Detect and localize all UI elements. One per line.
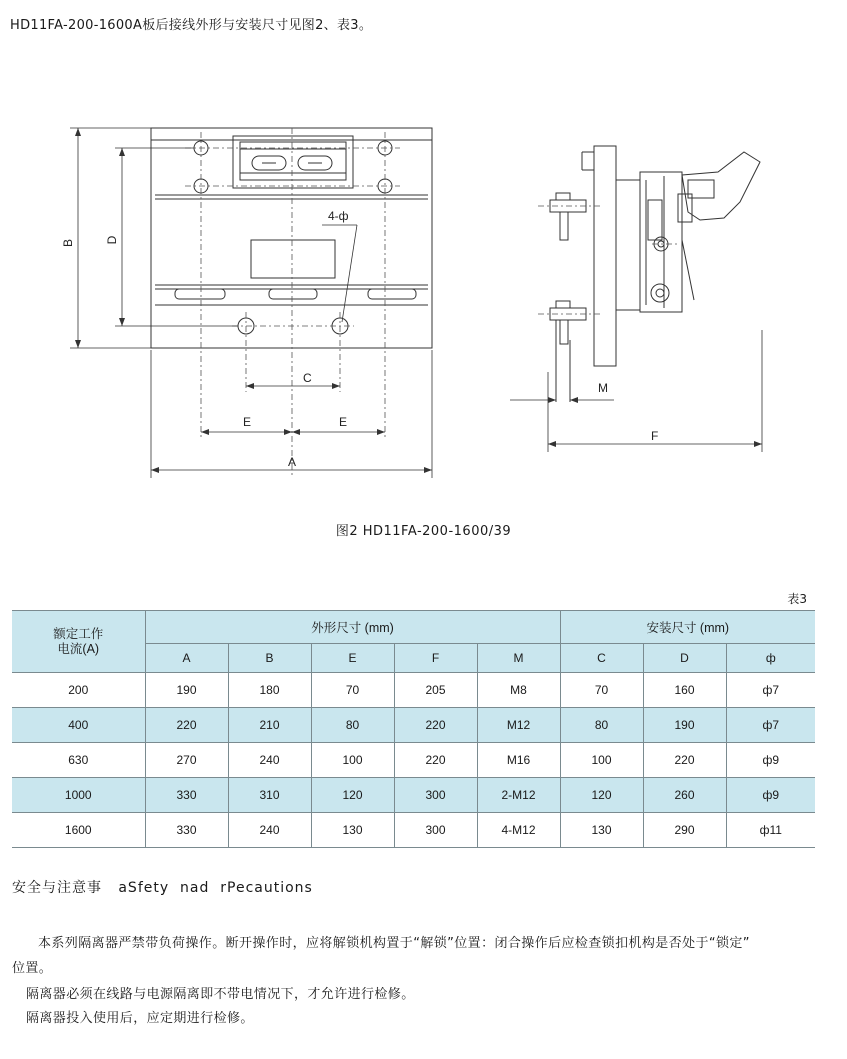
table-cell: 1000 (12, 778, 145, 813)
table-cell: ф9 (726, 778, 815, 813)
safety-paragraph-1: 本系列隔离器严禁带负荷操作。断开操作时，应将解锁机构置于“解锁”位置：闭合操作后应检查锁扣机构是否处于“锁定” (38, 936, 750, 951)
table-number: 表3 (787, 592, 807, 606)
col-header: B (228, 644, 311, 673)
front-outline (151, 128, 432, 348)
table-cell: 630 (12, 743, 145, 778)
table-cell: 270 (145, 743, 228, 778)
table-cell: 330 (145, 778, 228, 813)
safety-paragraph-3: 隔离器投入使用后，应定期进行检修。 (26, 1011, 254, 1026)
table-cell: 120 (311, 778, 394, 813)
table-cell: 130 (311, 813, 394, 848)
col-header: C (560, 644, 643, 673)
table-cell: 330 (145, 813, 228, 848)
table-cell: 220 (145, 708, 228, 743)
figure-2-drawing (0, 0, 847, 510)
dim-label-e-right: E (339, 415, 348, 429)
col-header: E (311, 644, 394, 673)
header-rated-current: 额定工作 电流(A) (12, 611, 145, 673)
table-cell: 220 (643, 743, 726, 778)
table-cell: M12 (477, 708, 560, 743)
dim-label-d: D (105, 235, 119, 245)
dim-label-c: C (303, 371, 312, 385)
table-cell: 70 (311, 673, 394, 708)
table-cell: 300 (394, 778, 477, 813)
table-cell: 200 (12, 673, 145, 708)
safety-paragraph-2: 隔离器必须在线路与电源隔离即不带电情况下，才允许进行检修。 (26, 987, 415, 1002)
table-cell: 4-M12 (477, 813, 560, 848)
table-cell: 100 (311, 743, 394, 778)
table-cell: 120 (560, 778, 643, 813)
table-row (12, 778, 815, 813)
table-cell: ф7 (726, 673, 815, 708)
dim-label-m: M (598, 381, 608, 395)
table-cell: 190 (145, 673, 228, 708)
table-cell: 220 (394, 708, 477, 743)
table-cell: 1600 (12, 813, 145, 848)
table-cell: ф7 (726, 708, 815, 743)
table-cell: 290 (643, 813, 726, 848)
table-row (12, 813, 815, 848)
table-cell: M16 (477, 743, 560, 778)
table-cell: 300 (394, 813, 477, 848)
table-cell: 210 (228, 708, 311, 743)
table-cell: 130 (560, 813, 643, 848)
side-handle (682, 152, 760, 220)
col-header: ф (726, 644, 815, 673)
table-cell: 240 (228, 743, 311, 778)
nameplate (251, 240, 335, 278)
col-header: M (477, 644, 560, 673)
dim-label-holes: 4-ф (328, 209, 349, 223)
table-cell: 180 (228, 673, 311, 708)
intro-text: HD11FA-200-1600A板后接线外形与安装尺寸见图2、表3。 (10, 18, 373, 33)
table-cell: 80 (311, 708, 394, 743)
table-cell: 400 (12, 708, 145, 743)
table-cell: 240 (228, 813, 311, 848)
table-cell: 190 (643, 708, 726, 743)
table-cell: ф11 (726, 813, 815, 848)
table-cell: 70 (560, 673, 643, 708)
col-header: D (643, 644, 726, 673)
table-cell: ф9 (726, 743, 815, 778)
table-cell: 205 (394, 673, 477, 708)
table-cell: 260 (643, 778, 726, 813)
dim-label-b: B (61, 238, 75, 248)
col-header: A (145, 644, 228, 673)
col-header: F (394, 644, 477, 673)
dim-label-f: F (651, 429, 659, 443)
figure-caption: 图2 HD11FA-200-1600/39 (335, 524, 512, 539)
dim-label-a: A (288, 455, 297, 469)
spec-table (12, 610, 815, 848)
table-cell: 2-M12 (477, 778, 560, 813)
table-cell: 160 (643, 673, 726, 708)
table-cell: 100 (560, 743, 643, 778)
table-row (12, 743, 815, 778)
header-install-dims: 安装尺寸 (mm) (560, 611, 815, 644)
table-cell: M8 (477, 673, 560, 708)
table-row (12, 673, 815, 708)
table-cell: 80 (560, 708, 643, 743)
header-outline-dims: 外形尺寸 (mm) (145, 611, 560, 644)
table-cell: 310 (228, 778, 311, 813)
dim-label-e-left: E (243, 415, 252, 429)
safety-paragraph-1-cont: 位置。 (12, 961, 53, 976)
table-cell: 220 (394, 743, 477, 778)
table-row (12, 708, 815, 743)
safety-section-title: 安全与注意事 aSfety nad rPecautions (12, 880, 313, 896)
side-panel (594, 146, 616, 366)
